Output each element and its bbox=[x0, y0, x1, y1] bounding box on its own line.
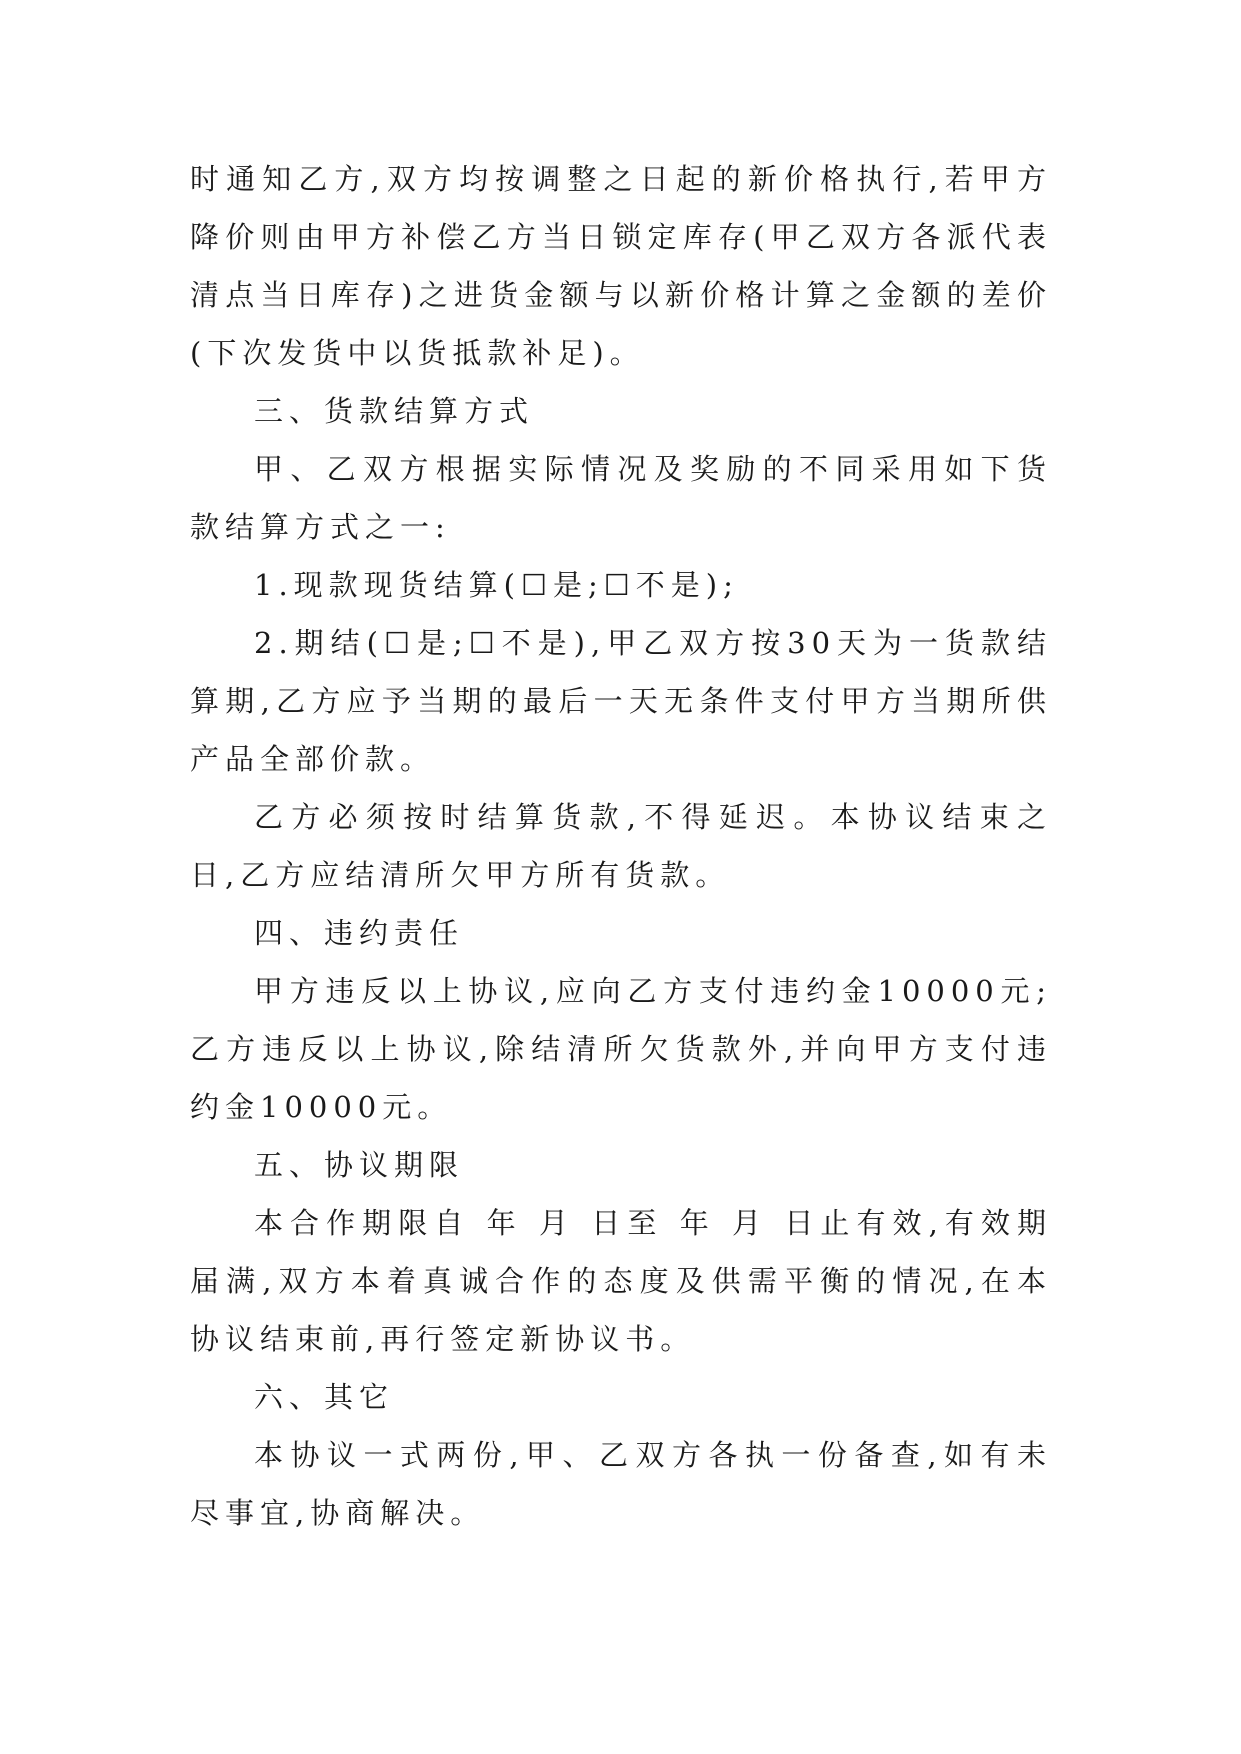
paragraph-cash-settlement: 1.现款现货结算(☐是;☐不是); bbox=[254, 568, 739, 602]
heading-payment-settlement: 三、货款结算方式 bbox=[254, 394, 535, 428]
paragraph-price-adjustment: 时通知乙方,双方均按调整之日起的新价格执行,若甲方降价则由甲方补偿乙方当日锁定库存(甲乙双方各派代表清点当日库存)之进货金额与以新价格计算之金额的差价(下次发货中以货抵款补足)。 bbox=[190, 162, 1052, 370]
paragraph-other: 本协议一式两份,甲、乙双方各执一份备查,如有未尽事宜,协商解决。 bbox=[190, 1438, 1052, 1530]
paragraph-period-settlement: 2.期结(☐是;☐不是),甲乙双方按30天为一货款结算期,乙方应予当期的最后一天无条件支付甲方当期所供产品全部价款。 bbox=[190, 626, 1052, 776]
paragraph-term: 本合作期限自 年 月 日至 年 月 日止有效,有效期届满,双方本着真诚合作的态度及供需平衡的情况,在本协议结束前,再行签定新协议书。 bbox=[190, 1206, 1052, 1356]
paragraph-settlement-intro: 甲、乙双方根据实际情况及奖励的不同采用如下货款结算方式之一: bbox=[190, 452, 1052, 544]
paragraph-penalty: 甲方违反以上协议,应向乙方支付违约金10000元;乙方违反以上协议,除结清所欠货款外,并向甲方支付违约金10000元。 bbox=[190, 974, 1052, 1124]
heading-other: 六、其它 bbox=[254, 1380, 395, 1414]
heading-term: 五、协议期限 bbox=[254, 1148, 465, 1182]
heading-liability: 四、违约责任 bbox=[254, 916, 465, 950]
document-page bbox=[190, 150, 1052, 1542]
paragraph-timely-payment: 乙方必须按时结算货款,不得延迟。本协议结束之日,乙方应结清所欠甲方所有货款。 bbox=[190, 800, 1052, 892]
